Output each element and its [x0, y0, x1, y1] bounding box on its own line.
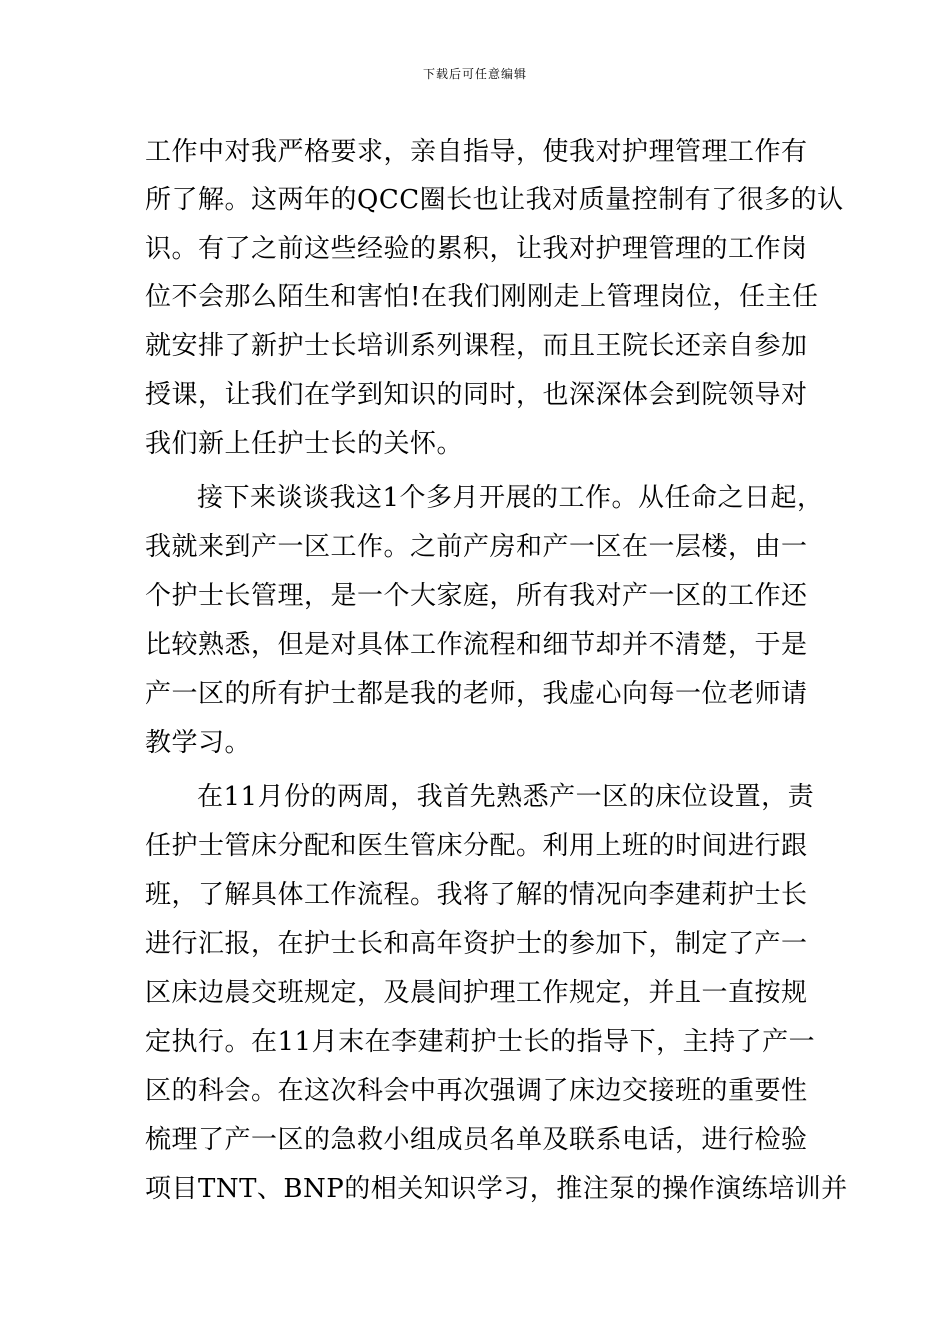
text-line: 进行汇报，在护士长和高年资护士的参加下，制定了产一 — [145, 929, 808, 959]
text-line: 定执行。在11月末在李建莉护士长的指导下，主持了产一 — [145, 1027, 816, 1057]
text-line: 识。有了之前这些经验的累积，让我对护理管理的工作岗 — [145, 234, 808, 264]
text-line: 项目TNT、BNP的相关知识学习，推注泵的操作演练培训并 — [145, 1174, 848, 1204]
page-header: 下载后可任意编辑 — [422, 67, 527, 81]
text-line: 比较熟悉，但是对具体工作流程和细节却并不清楚，于是 — [145, 630, 808, 660]
paragraph-first-line: 在11月份的两周，我首先熟悉产一区的床位设置，责 — [197, 782, 815, 812]
paragraph-first-line: 接下来谈谈我这1个多月开展的工作。从任命之日起， — [197, 483, 824, 513]
text-line: 区床边晨交班规定，及晨间护理工作规定，并且一直按规 — [145, 978, 808, 1008]
text-line: 我们新上任护士长的关怀。 — [145, 429, 464, 459]
text-line: 梳理了产一区的急救小组成员名单及联系电话，进行检验 — [145, 1125, 808, 1155]
text-line: 个护士长管理，是一个大家庭，所有我对产一区的工作还 — [145, 581, 808, 611]
text-line: 位不会那么陌生和害怕!在我们刚刚走上管理岗位，任主任 — [145, 282, 819, 312]
text-line: 任护士管床分配和医生管床分配。利用上班的时间进行跟 — [145, 831, 808, 861]
text-line: 产一区的所有护士都是我的老师，我虚心向每一位老师请 — [145, 679, 808, 709]
text-line: 授课，让我们在学到知识的同时，也深深体会到院领导对 — [145, 380, 808, 410]
text-line: 班，了解具体工作流程。我将了解的情况向李建莉护士长 — [145, 880, 808, 910]
text-line: 我就来到产一区工作。之前产房和产一区在一层楼，由一 — [145, 532, 808, 562]
text-line: 教学习。 — [145, 728, 252, 758]
text-line: 所了解。这两年的QCC圈长也让我对质量控制有了很多的认 — [145, 185, 844, 215]
text-line: 区的科会。在这次科会中再次强调了床边交接班的重要性 — [145, 1076, 808, 1106]
text-line: 工作中对我严格要求，亲自指导，使我对护理管理工作有 — [145, 137, 808, 167]
text-line: 就安排了新护士长培训系列课程，而且王院长还亲自参加 — [145, 331, 808, 361]
